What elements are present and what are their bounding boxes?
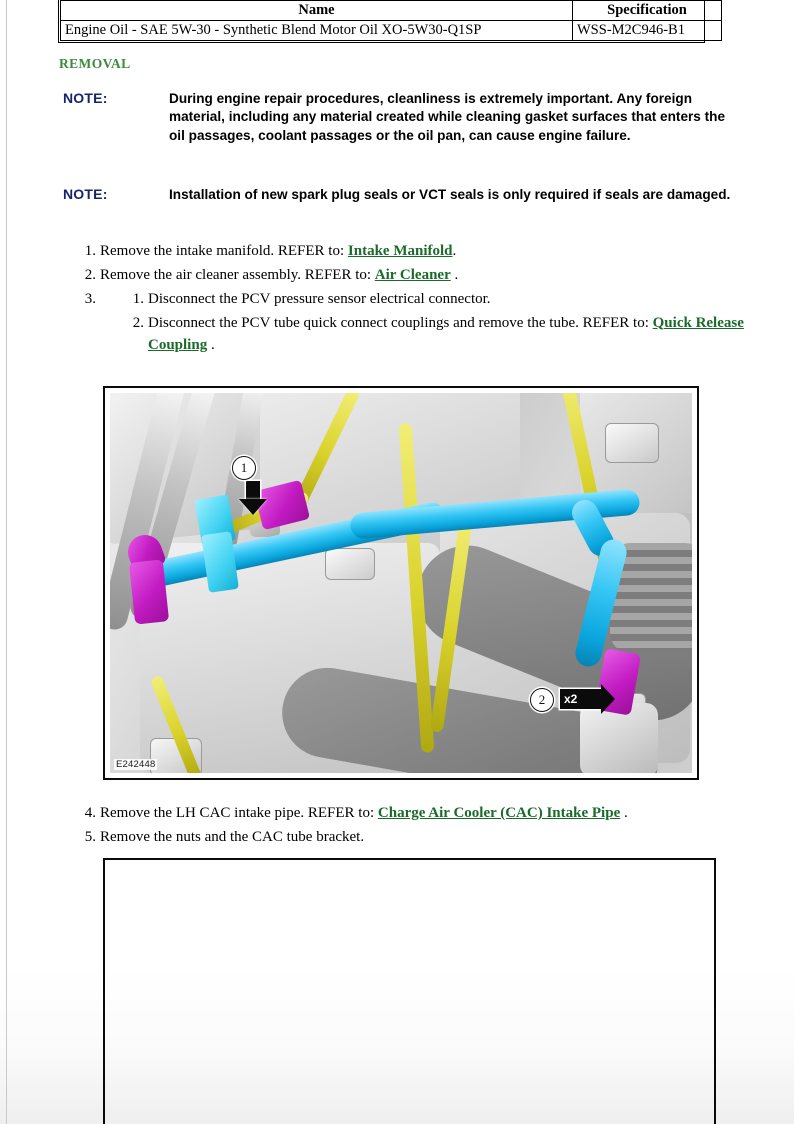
- step-marker: 4.: [84, 805, 96, 821]
- link-charge-air-cooler-intake-pipe[interactable]: Charge Air Cooler (CAC) Intake Pipe: [377, 805, 621, 821]
- cell-specification: WSS-M2C946-B1: [573, 21, 722, 41]
- procedure-list-top: [80, 240, 745, 358]
- substep-text: Disconnect the PCV tube quick connect couplings and remove the tube. REFER to:: [148, 314, 653, 331]
- link-intake-manifold[interactable]: Intake Manifold: [347, 243, 453, 259]
- step-marker: 3.: [84, 291, 96, 307]
- table-row: [61, 21, 722, 41]
- figure-frame-next: [103, 858, 716, 1124]
- procedure-step-5: [80, 826, 745, 849]
- procedure-step-3: [80, 288, 745, 357]
- column-header-specification: Specification: [573, 1, 722, 21]
- step-marker: 2.: [84, 267, 96, 283]
- page-left-rule: [6, 0, 7, 1124]
- callout-number: 2: [538, 692, 546, 707]
- callout-number: 1: [240, 460, 248, 475]
- procedure-sublist-step-3: [100, 288, 745, 357]
- note-block-1: [63, 90, 733, 145]
- step-text-tail: .: [450, 267, 459, 283]
- cell-name: Engine Oil - SAE 5W-30 - Synthetic Blend Motor Oil XO-5W30-Q1SP: [61, 21, 573, 41]
- procedure-substep-2: [128, 312, 745, 357]
- step-text-tail: .: [620, 805, 628, 821]
- callout-1: [232, 456, 256, 480]
- procedure-step-1: [80, 240, 745, 263]
- substep-text: Disconnect the PCV pressure sensor electrical connector.: [148, 291, 491, 307]
- callout-2: [530, 688, 554, 712]
- step-text-tail: .: [452, 243, 457, 259]
- electrical-connector-top-right: [605, 423, 659, 463]
- step-text: Remove the LH CAC intake pipe. REFER to:: [100, 805, 378, 821]
- electrical-connector-mid: [325, 548, 375, 580]
- note-label: NOTE:: [63, 186, 108, 202]
- step-text: Remove the nuts and the CAC tube bracket.: [100, 829, 365, 845]
- substep-text-tail: .: [207, 337, 215, 353]
- specification-table-container: [60, 0, 703, 41]
- specification-table: [60, 0, 722, 41]
- figure-canvas: [110, 393, 692, 773]
- table-header-row: [61, 1, 722, 21]
- step-marker: 1.: [84, 243, 96, 259]
- callout-2-quantity-label: x2: [564, 692, 578, 706]
- link-air-cleaner[interactable]: Air Cleaner: [374, 267, 451, 283]
- substep-marker: 1.: [132, 291, 144, 307]
- step-marker: 5.: [84, 829, 96, 845]
- note-text: Installation of new spark plug seals or VCT seals is only required if seals are damaged.: [169, 187, 731, 202]
- step-text: Remove the intake manifold. REFER to:: [100, 243, 348, 259]
- column-header-name: Name: [61, 1, 573, 21]
- note-block-2: [63, 186, 733, 204]
- link-quick-release-coupling[interactable]: Quick Release Coupling: [148, 314, 744, 353]
- callout-2-arrow-x2: [560, 689, 602, 709]
- callout-1-arrowhead-icon: [239, 499, 267, 515]
- note-label: NOTE:: [63, 90, 108, 106]
- figure-id-label: E242448: [116, 759, 156, 770]
- procedure-list-bottom: [80, 802, 745, 850]
- pcv-connector-left-body: [129, 559, 169, 624]
- note-text: During engine repair procedures, cleanliness is extremely important. Any foreign material, including any material created while cleaning gasket surfaces that enters the oil passages, coolant passages or the oil pan, can cause engine failure.: [169, 91, 726, 143]
- figure-engine-bay: [103, 386, 699, 780]
- section-heading-removal: REMOVAL: [59, 56, 131, 71]
- procedure-step-4: [80, 802, 745, 825]
- procedure-step-2: [80, 264, 745, 287]
- procedure-substep-1: [128, 288, 745, 311]
- step-text: Remove the air cleaner assembly. REFER to:: [100, 267, 375, 283]
- substep-marker: 2.: [132, 314, 144, 331]
